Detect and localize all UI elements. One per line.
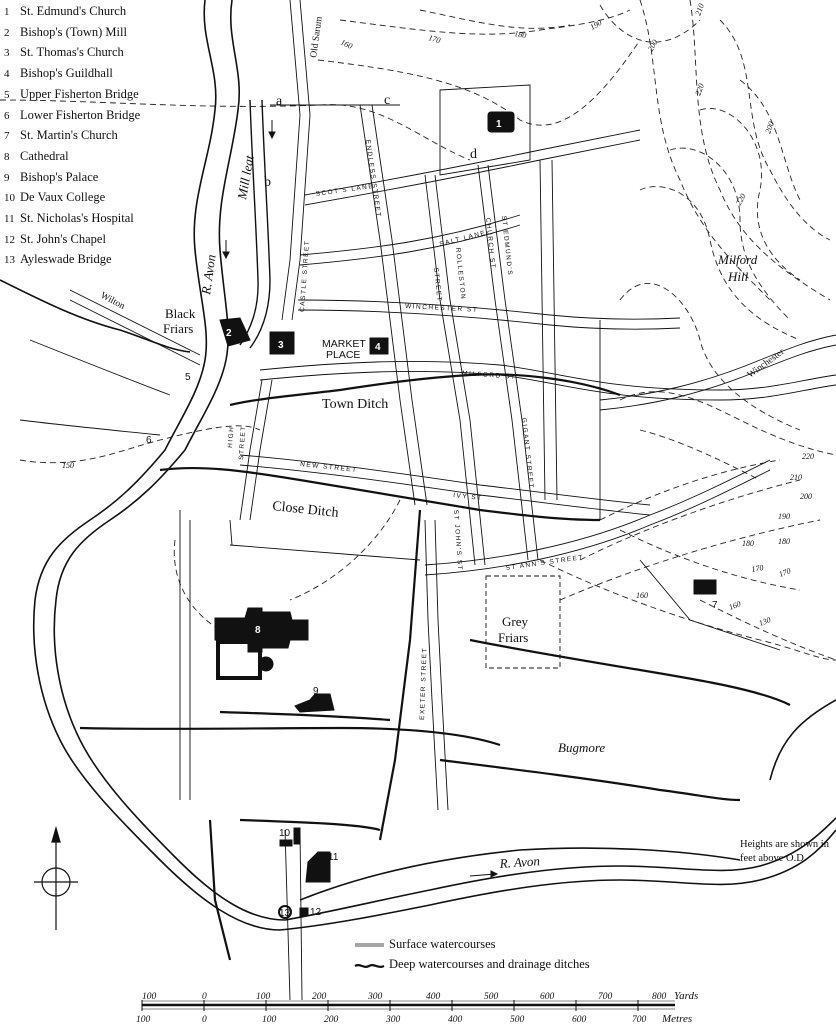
street-st-edmunds: ST EDMUND'S <box>500 215 514 277</box>
svg-text:600: 600 <box>572 1015 587 1024</box>
street-rolleston: ROLLESTON <box>454 247 467 301</box>
label-mill-leat: Mill leat <box>234 154 257 201</box>
label-close-ditch: Close Ditch <box>271 499 340 521</box>
key-item: 10 De Vaux College <box>4 190 106 205</box>
street-st-anns: ST ANN'S STREET <box>505 554 585 572</box>
site-letter-a: a <box>276 94 283 109</box>
svg-text:700: 700 <box>632 1015 647 1024</box>
svg-text:500: 500 <box>484 992 499 1002</box>
site-markers <box>146 119 718 919</box>
legend-surface: Surface watercourses <box>389 937 496 951</box>
deep-ditches <box>80 374 790 960</box>
site-12: 12 <box>310 907 322 918</box>
label-market-place-2: PLACE <box>326 349 361 361</box>
svg-text:210: 210 <box>693 2 706 17</box>
svg-text:190: 190 <box>588 17 604 32</box>
label-black-friars-1: Black <box>165 306 196 321</box>
site-letter-c: c <box>384 93 391 108</box>
street-church-st: CHURCH ST <box>484 217 497 270</box>
key-item: 11 St. Nicholas's Hospital <box>4 211 134 226</box>
svg-text:100: 100 <box>262 1015 277 1024</box>
street-high-1: HIGH <box>227 425 236 449</box>
site-13: 13 <box>279 908 291 919</box>
svg-text:130: 130 <box>757 615 772 628</box>
site-2: 2 <box>226 328 232 339</box>
street-exeter: EXETER STREET <box>419 646 429 721</box>
svg-text:500: 500 <box>510 1015 525 1024</box>
site-10: 10 <box>279 828 291 839</box>
svg-text:210: 210 <box>790 473 802 482</box>
svg-text:160: 160 <box>339 37 354 51</box>
svg-text:220: 220 <box>733 192 748 207</box>
svg-text:300: 300 <box>368 992 383 1002</box>
site-9: 9 <box>313 686 319 697</box>
svg-text:200: 200 <box>324 1015 339 1024</box>
label-r-avon-south: R. Avon <box>499 853 541 871</box>
site-3: 3 <box>278 340 284 351</box>
street-winchester-st: WINCHESTER ST <box>404 303 479 314</box>
svg-text:150: 150 <box>62 461 74 470</box>
svg-text:190: 190 <box>778 512 790 521</box>
svg-text:0: 0 <box>202 1015 207 1024</box>
label-milford-hill-2: Hill <box>728 269 749 284</box>
label-grey-friars-1: Grey <box>502 614 528 629</box>
svg-text:400: 400 <box>426 992 441 1002</box>
svg-text:300: 300 <box>386 1015 401 1024</box>
svg-text:170: 170 <box>750 563 765 574</box>
key-item: 13 Ayleswade Bridge <box>4 252 112 267</box>
svg-text:700: 700 <box>598 992 613 1002</box>
label-bugmore: Bugmore <box>558 740 606 755</box>
svg-text:180: 180 <box>778 537 790 546</box>
street-high-2: STREET <box>238 425 248 461</box>
site-7: 7 <box>712 600 718 611</box>
label-grey-friars-2: Friars <box>498 630 529 645</box>
label-old-sarum: Old Sarum <box>309 15 325 59</box>
label-black-friars-2: Friars <box>163 321 194 336</box>
svg-text:160: 160 <box>636 591 648 600</box>
svg-text:Yards: Yards <box>674 990 699 1002</box>
key-item: 3 St. Thomas's Church <box>4 45 124 60</box>
street-scots-lane: SCOT'S LANE <box>315 182 375 198</box>
svg-text:200: 200 <box>800 492 812 501</box>
street-gigant: GIGANT STREET <box>520 417 535 490</box>
svg-text:400: 400 <box>448 1015 463 1024</box>
site-8: 8 <box>255 625 261 636</box>
legend <box>353 934 590 974</box>
label-winchester: Winchester <box>745 347 787 381</box>
site-1: 1 <box>496 119 502 130</box>
street-milford-st: MILFORD ST <box>461 370 517 381</box>
label-town-ditch: Town Ditch <box>322 397 389 412</box>
street-st-johns: ST JOHN'S ST <box>452 509 464 572</box>
street-new-street: NEW STREET <box>299 461 358 475</box>
key-item: 12 St. John's Chapel <box>4 231 106 246</box>
street-street-v: STREET <box>432 267 443 303</box>
svg-text:170: 170 <box>427 33 442 46</box>
svg-text:180: 180 <box>742 539 754 548</box>
site-letter-d: d <box>470 147 477 162</box>
street-salt-lane: SALT LANE <box>438 229 488 248</box>
svg-text:800: 800 <box>652 992 667 1002</box>
label-r-avon-north: R. Avon <box>198 253 219 296</box>
svg-text:600: 600 <box>540 992 555 1002</box>
label-wilton: Wilton <box>98 290 127 312</box>
site-key <box>4 2 204 271</box>
site-6: 6 <box>146 435 152 446</box>
svg-text:0: 0 <box>202 992 207 1002</box>
key-item: 8 Cathedral <box>4 148 69 163</box>
svg-text:100: 100 <box>136 1015 151 1024</box>
label-milford-hill-1: Milford <box>718 252 758 267</box>
svg-text:Metres: Metres <box>662 1013 693 1024</box>
svg-text:100: 100 <box>256 992 271 1002</box>
mill-leat <box>240 100 270 348</box>
key-item: 4 Bishop's Guildhall <box>4 66 113 81</box>
key-item: 7 St. Martin's Church <box>4 128 118 143</box>
site-4: 4 <box>375 342 381 353</box>
key-item: 5 Upper Fisherton Bridge <box>4 86 139 101</box>
street-castle: CASTLE STREET <box>299 239 312 313</box>
legend-deep: Deep watercourses and drainage ditches <box>389 957 590 971</box>
svg-text:160: 160 <box>727 599 742 612</box>
key-item: 6 Lower Fisherton Bridge <box>4 107 141 122</box>
svg-text:100: 100 <box>142 992 157 1002</box>
north-arrow-icon <box>34 828 78 930</box>
street-ivy-st: IVY ST <box>452 492 483 503</box>
heights-note: Heights are shown in feet above O.D. <box>740 839 829 864</box>
svg-text:200: 200 <box>763 120 776 135</box>
svg-text:200: 200 <box>645 38 660 53</box>
street-endless: ENDLESS STREET <box>364 139 382 219</box>
svg-text:180: 180 <box>513 29 528 41</box>
svg-text:170: 170 <box>777 566 792 579</box>
key-item: 2 Bishop's (Town) Mill <box>4 24 127 39</box>
svg-text:220: 220 <box>693 82 706 97</box>
svg-text:220: 220 <box>802 452 814 461</box>
key-item: 1 St. Edmund's Church <box>4 4 127 18</box>
site-letter-b: b <box>264 175 271 190</box>
scale-bar <box>136 990 698 1024</box>
site-11: 11 <box>328 852 339 863</box>
key-item: 9 Bishop's Palace <box>4 169 99 184</box>
svg-text:200: 200 <box>312 992 327 1002</box>
site-5: 5 <box>185 372 191 383</box>
label-market-place-1: MARKET <box>322 338 366 350</box>
